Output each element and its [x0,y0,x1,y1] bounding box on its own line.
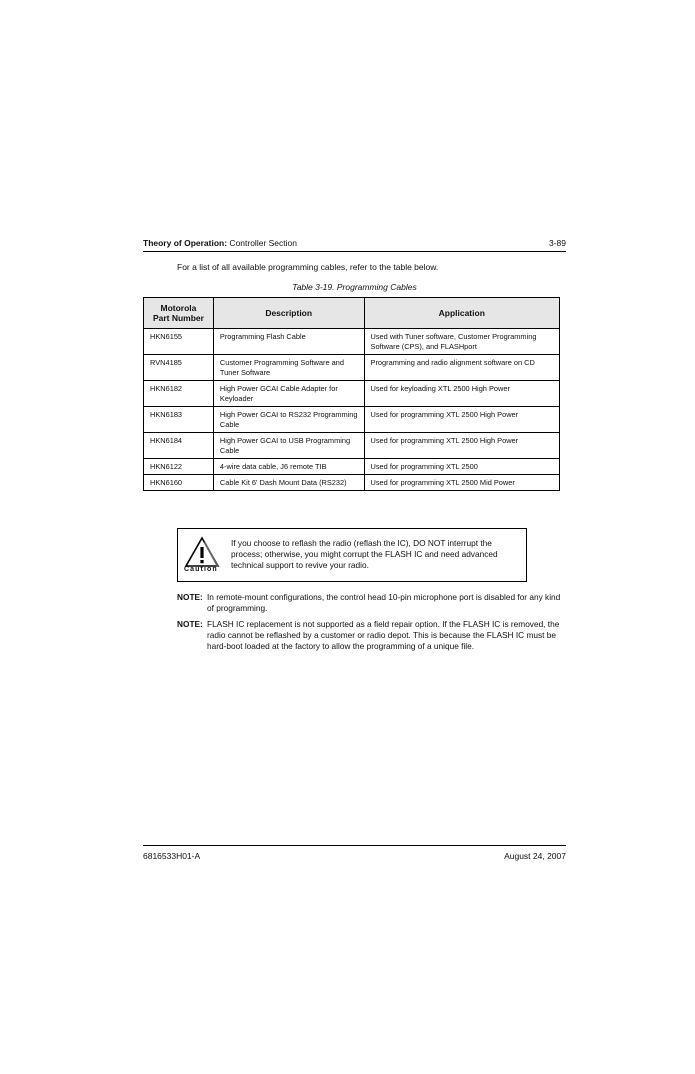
part-number-cell: HKN6182 [144,381,214,407]
description-cell: High Power GCAI to USB Programming Cable [213,433,364,459]
note-label: NOTE: [177,592,203,602]
note-text: FLASH IC replacement is not supported as a field repair option. If the FLASH IC is removed, the radio cannot be reflashed by a customer or radio depot. This is because the FLASH IC must be hard-boot loaded at the factory to allow the programming of a unique file. [207,619,560,651]
application-cell: Programming and radio alignment software on CD [364,355,559,381]
part-number-cell: HKN6183 [144,407,214,433]
part-number-cell: HKN6184 [144,433,214,459]
intro-text: For a list of all available programming cables, refer to the table below. [177,262,439,272]
note-text: In remote-mount configurations, the control head 10-pin microphone port is disabled for any kind of programming. [207,592,561,613]
table-row [144,433,560,459]
application-cell: Used with Tuner software, Customer Programming Software (CPS), and FLASHport [364,329,559,355]
page-footer [143,851,566,861]
table-header-row [144,298,560,329]
header-description: Description [213,298,364,329]
section-title: Theory of Operation: Controller Section [143,238,297,248]
header-part-number-line1: Motorola [160,303,197,313]
page-header [143,238,566,248]
table-row [144,355,560,381]
programming-cables-table [143,297,560,491]
application-cell: Used for programming XTL 2500 High Power [364,433,559,459]
table-row [144,459,560,475]
header-part-number [144,298,214,329]
note-label: NOTE: [177,619,203,629]
header-rule [143,251,566,252]
caution-text: If you choose to reflash the radio (reflash the IC), DO NOT interrupt the process; otherwise, you might corrupt the FLASH IC and need advanced technical support to revive your radio. [231,538,498,570]
part-number-cell: RVN4185 [144,355,214,381]
table-row [144,475,560,491]
table-row [144,381,560,407]
footer-rule [143,845,566,846]
document-number: 6816533H01-A [143,851,201,861]
application-cell: Used for programming XTL 2500 [364,459,559,475]
header-part-number-line2: Part Number [152,313,204,323]
part-number-cell: HKN6160 [144,475,214,491]
table-row [144,407,560,433]
description-cell: High Power GCAI to RS232 Programming Cable [213,407,364,433]
page-number: 3-89 [548,238,566,248]
description-cell: Programming Flash Cable [213,329,364,355]
description-cell: 4-wire data cable, J6 remote TIB [213,459,364,475]
publication-date: August 24, 2007 [504,851,566,861]
application-cell: Used for keyloading XTL 2500 High Power [364,381,559,407]
application-cell: Used for programming XTL 2500 High Power [364,407,559,433]
application-cell: Used for programming XTL 2500 Mid Power [364,475,559,491]
description-cell: Cable Kit 6' Dash Mount Data (RS232) [213,475,364,491]
header-application: Application [364,298,559,329]
description-cell: High Power GCAI Cable Adapter for Keyloader [213,381,364,407]
caution-box [177,528,527,582]
note-flash-ic [177,619,567,652]
part-number-cell: HKN6155 [144,329,214,355]
table-row [144,329,560,355]
part-number-cell: HKN6122 [144,459,214,475]
table-caption: Table 3-19. Programming Cables [292,282,417,292]
description-cell: Customer Programming Software and Tuner Software [213,355,364,381]
note-remote-mount [177,592,567,614]
caution-label: Caution [184,566,218,573]
